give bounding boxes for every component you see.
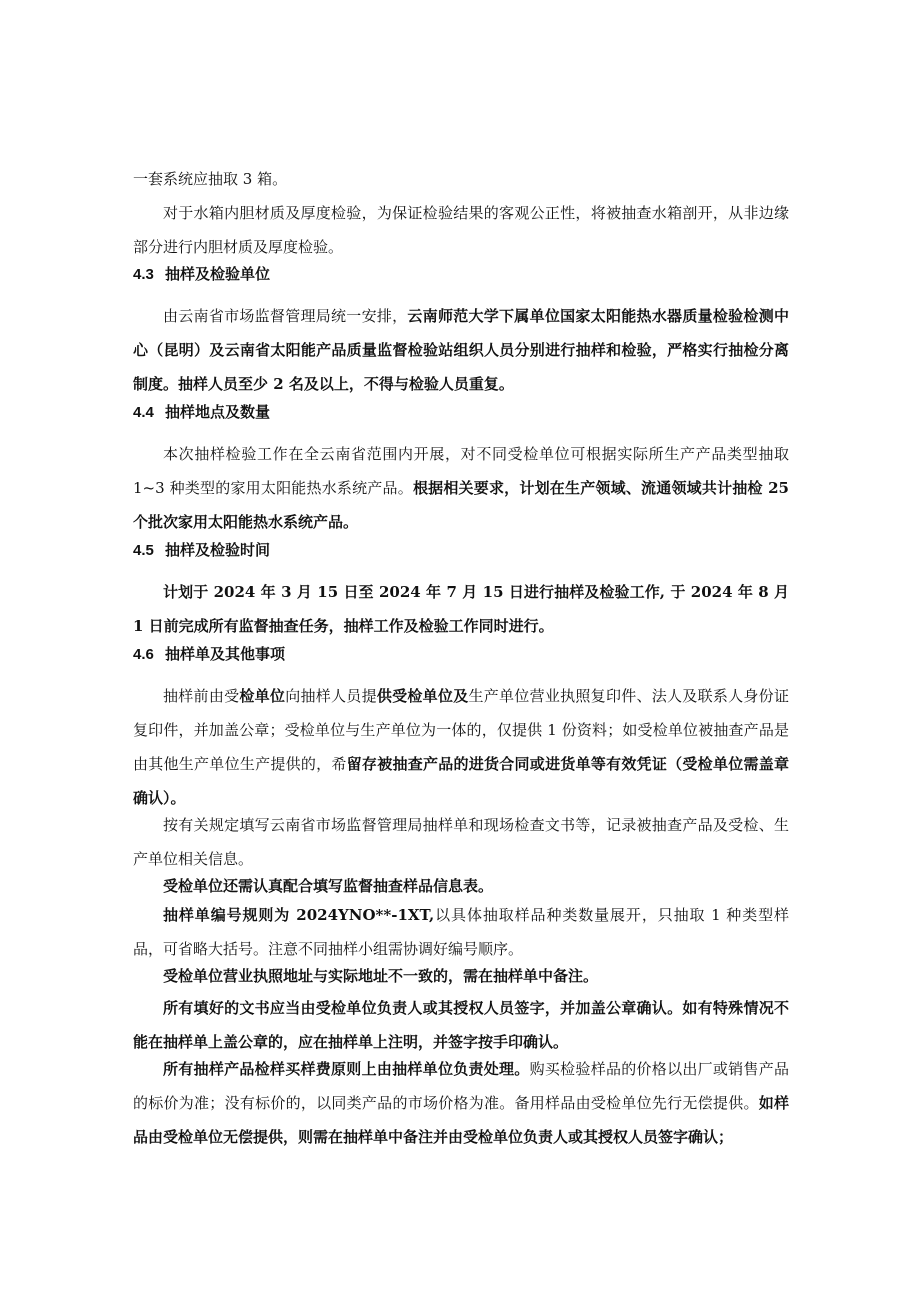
section-heading-4-5 [133,541,270,561]
section-heading-4-4 [133,403,270,423]
paragraph-sampling-documents: 抽样前由受检单位向抽样人员提供受检单位及生产单位营业执照复印件、法人及联系人身份证复印件，并加盖公章；受检单位与生产单位为一体的，仅提供 1 份资料；如受检单位被抽查产品是由其他生产单位生产提供的，希留存被抽查产品的进货合同或进货单等有效凭证（受检单位需盖章确认）。 [133,687,789,807]
paragraph-fill-forms: 按有关规定填写云南省市场监督管理局抽样单和现场检查文书等，记录被抽查产品及受检、生产单位相关信息。 [133,816,789,868]
section-title: 抽样单及其他事项 [165,646,286,663]
paragraph-signature: 所有填好的文书应当由受检单位负责人或其授权人员签字，并加盖公章确认。如有特殊情况不能在抽样单上盖公章的，应在抽样单上注明，并签字按手印确认。 [133,999,789,1051]
paragraph-system-boxes: 一套系统应抽取 3 箱。 [133,170,288,188]
paragraph-tank-inspection: 对于水箱内胆材质及厚度检验，为保证检验结果的客观公正性，将被抽查水箱剖开，从非边缘部分进行内胆材质及厚度检验。 [133,204,789,256]
section-number: 4.6 [133,646,154,663]
paragraph-sampling-units: 由云南省市场监督管理局统一安排，云南师范大学下属单位国家太阳能热水器质量检验检测中心（昆明）及云南省太阳能产品质量监督检验站组织人员分别进行抽样和检验，严格实行抽检分离制度。抽样人员至少 2 名及以上，不得与检验人员重复。 [133,307,789,393]
paragraph-sampling-location: 本次抽样检验工作在全云南省范围内开展，对不同受检单位可根据实际所生产产品类型抽取 1~3 种类型的家用太阳能热水系统产品。根据相关要求，计划在生产领域、流通领域共计抽检 25 个批次家用太阳能热水系统产品。 [133,445,789,531]
paragraph-sampling-time: 计划于 2024 年 3 月 15 日至 2024 年 7 月 15 日进行抽样及检验工作, 于 2024 年 8 月 1 日前完成所有监督抽查任务，抽样工作及检验工作同时进行。 [133,583,789,635]
paragraph-sample-fees: 所有抽样产品检样买样费原则上由抽样单位负责处理。购买检验样品的价格以出厂或销售产品的标价为准；没有标价的，以同类产品的市场价格为准。备用样品由受检单位先行无偿提供。如样品由受检单位无偿提供，则需在抽样单中备注并由受检单位负责人或其授权人员签字确认； [133,1060,789,1146]
section-heading-4-6 [133,645,285,665]
section-heading-4-3 [133,265,270,285]
section-number: 4.3 [133,266,154,283]
section-title: 抽样及检验时间 [165,542,271,559]
paragraph-address-note: 受检单位营业执照地址与实际地址不一致的，需在抽样单中备注。 [163,967,599,985]
section-title: 抽样地点及数量 [165,404,271,421]
section-title: 抽样及检验单位 [165,266,271,283]
paragraph-numbering-rule: 抽样单编号规则为 2024YNO**-1XT,以具体抽取样品种类数量展开，只抽取 1 种类型样品，可省略大括号。注意不同抽样小组需协调好编号顺序。 [133,906,789,958]
section-number: 4.5 [133,542,154,559]
paragraph-info-sheet: 受检单位还需认真配合填写监督抽查样品信息表。 [163,877,494,895]
section-number: 4.4 [133,404,154,421]
